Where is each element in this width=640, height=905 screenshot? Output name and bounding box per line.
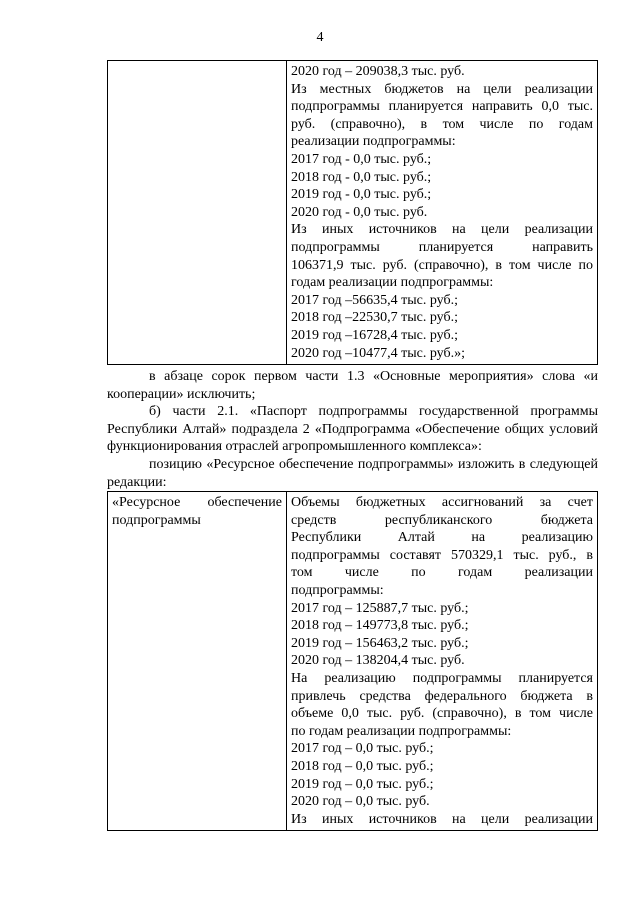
table2-right-cell <box>287 492 598 831</box>
table1-line: 2020 год –10477,4 тыс. руб.»; <box>291 345 465 361</box>
table1-line: 2017 год –56635,4 тыс. руб.; <box>291 292 458 308</box>
table2-line: 2017 год – 0,0 тыс. руб.; <box>291 741 434 757</box>
paragraph: в абзаце сорок первом части 1.3 «Основные мероприятия» слова «и кооперации» исключить; <box>107 369 598 402</box>
table1-line: 2019 год - 0,0 тыс. руб.; <box>291 187 432 203</box>
table2-line: привлечь средства федерального бюджета в <box>291 688 593 704</box>
table1-line: годам реализации подпрограммы: <box>291 275 494 291</box>
table2-line: 2018 год – 149773,8 тыс. руб.; <box>291 618 469 634</box>
table2-line: 2019 год – 156463,2 тыс. руб.; <box>291 635 469 651</box>
table2-line: объеме 0,0 тыс. руб. (справочно), в том числе <box>291 706 593 722</box>
table2-line: Объемы бюджетных ассигнований за счет <box>291 495 593 510</box>
table1-line: 106371,9 тыс. руб. (справочно), в том числе по <box>291 257 593 273</box>
table2-line: 2017 год – 125887,7 тыс. руб.; <box>291 600 469 616</box>
table1-line: 2020 год – 209038,3 тыс. руб. <box>291 64 465 79</box>
paragraph: позицию «Ресурсное обеспечение подпрограммы» изложить в следующей редакции: <box>107 456 598 490</box>
table1-line: Из местных бюджетов на цели реализации <box>291 81 593 97</box>
table2-left-line: подпрограммы <box>112 512 201 528</box>
table2-line: 2020 год – 138204,4 тыс. руб. <box>291 653 465 669</box>
resource-table-continued <box>107 60 598 365</box>
table1-line: подпрограммы планируется направить <box>291 239 593 255</box>
table2-left-line: «Ресурсное обеспечение <box>112 495 282 510</box>
table1-left-cell <box>108 61 287 365</box>
table2-line: Республики Алтай на реализацию <box>291 530 593 546</box>
table2-line: том числе по годам реализации <box>291 565 593 581</box>
table2-line: подпрограммы составят 570329,1 тыс. руб., в <box>291 547 593 563</box>
table2-line: 2020 год – 0,0 тыс. руб. <box>291 794 430 810</box>
table1-line: 2019 год –16728,4 тыс. руб.; <box>291 327 458 343</box>
table2-line: На реализацию подпрограммы планируется <box>291 670 593 686</box>
table1-line: руб. (справочно), в том числе по годам <box>291 116 593 132</box>
table2-line: 2019 год – 0,0 тыс. руб.; <box>291 776 434 792</box>
table1-line: подпрограммы планируется направить 0,0 тыс. <box>291 99 593 115</box>
table1-line: 2018 год –22530,7 тыс. руб.; <box>291 310 458 326</box>
paragraph: б) части 2.1. «Паспорт подпрограммы государственной программы Республики Алтай» подраздела 2 «Подпрограмма «Обеспечение общих условий функционирования отраслей агропромышленного комплекса»: <box>107 404 598 455</box>
table2-line: Из иных источников на цели реализации <box>291 811 593 827</box>
table1-line: 2017 год - 0,0 тыс. руб.; <box>291 151 432 167</box>
table1-line: Из иных источников на цели реализации <box>291 222 593 238</box>
resource-table <box>107 491 598 831</box>
body-text <box>107 368 598 491</box>
table2-line: подпрограммы: <box>291 582 384 598</box>
table1-line: 2018 год - 0,0 тыс. руб.; <box>291 169 432 185</box>
table1-line: 2020 год - 0,0 тыс. руб. <box>291 204 428 220</box>
table2-line: по годам реализации подпрограммы: <box>291 723 512 739</box>
table2-line: средств республиканского бюджета <box>291 512 593 528</box>
table2-left-cell <box>108 492 287 831</box>
table1-line: реализации подпрограммы: <box>291 134 456 150</box>
page-number: 4 <box>316 30 324 45</box>
table2-line: 2018 год – 0,0 тыс. руб.; <box>291 758 434 774</box>
table1-right-cell <box>287 61 598 365</box>
